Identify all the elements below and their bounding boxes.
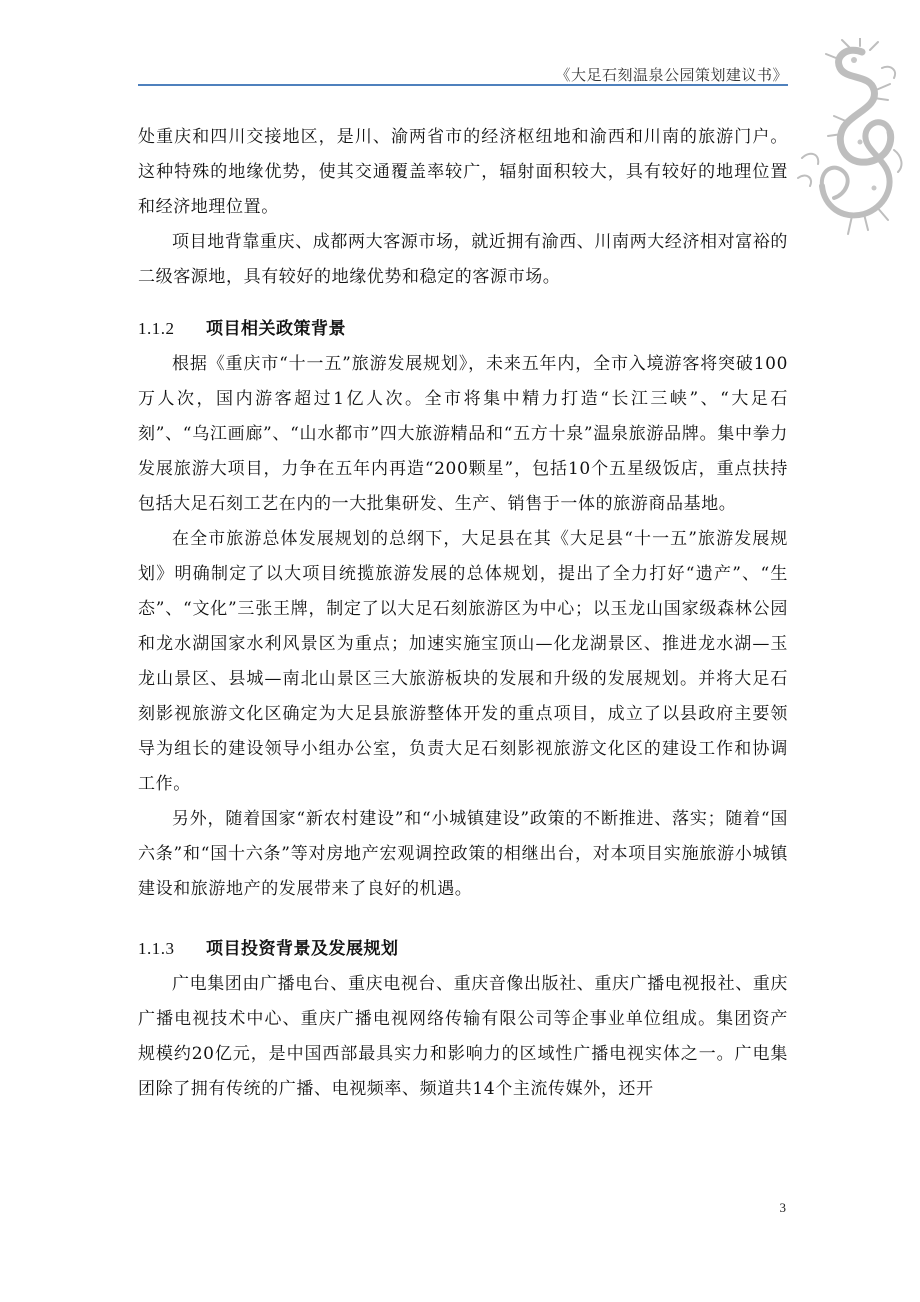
page-number: 3 [779,1200,786,1215]
paragraph-source-market: 项目地背靠重庆、成都两大客源市场，就近拥有渝西、川南两大经济相对富裕的二级客源地，具有较好的地缘优势和稳定的客源市场。 [138,232,788,287]
paragraph-city-plan: 根据《重庆市“十一五”旅游发展规划》，未来五年内，全市入境游客将突破100万人次，国内游客超过1亿人次。全市将集中精力打造“长江三峡”、“大足石刻”、“乌江画廊”、“山水都市”四大旅游精品和“五方十泉”温泉旅游品牌。集中拳力发展旅游大项目，力争在五年内再造“200颗星”，包括10个五星级饭店，重点扶持包括大足石刻工艺在内的一大批集研发、生产、销售于一体的旅游商品基地。 [138,354,788,514]
document-title: 《大足石刻温泉公园策划建议书》 [555,66,788,84]
section-number: 1.1.3 [138,939,175,958]
section-title: 项目相关政策背景 [206,319,346,339]
page-body [138,120,788,1107]
paragraph-media-group: 广电集团由广播电台、重庆电视台、重庆音像出版社、重庆广播电视报社、重庆广播电视技术中心、重庆广播电视网络传输有限公司等企事业单位组成。集团资产规模约20亿元，是中国西部最具实力和影响力的区域性广播电视实体之一。广电集团除了拥有传统的广播、电视频率、频道共14个主流传媒外，还开 [138,974,788,1099]
section-heading-investment [138,931,788,967]
paragraph-county-plan: 在全市旅游总体发展规划的总纲下，大足县在其《大足县“十一五”旅游发展规划》明确制定了以大项目统揽旅游发展的总体规划，提出了全力打好“遗产”、“生态”、“文化”三张王牌，制定了以大足石刻旅游区为中心；以玉龙山国家级森林公园和龙水湖国家水利风景区为重点；加速实施宝顶山—化龙湖景区、推进龙水湖—玉龙山景区、县城—南北山景区三大旅游板块的发展和升级的发展规划。并将大足石刻影视旅游文化区确定为大足县旅游整体开发的重点项目，成立了以县政府主要领导为组长的建设领导小组办公室，负责大足石刻影视旅游文化区的建设工作和协调工作。 [138,529,788,794]
section-number: 1.1.2 [138,319,175,338]
dragon-watermark-icon [790,38,910,248]
section-heading-policy [138,311,788,347]
paragraph-national-policy: 另外，随着国家“新农村建设”和“小城镇建设”政策的不断推进、落实；随着“国六条”和“国十六条”等对房地产宏观调控政策的相继出台，对本项目实施旅游小城镇建设和旅游地产的发展带来了良好的机遇。 [138,809,788,899]
paragraph-location: 处重庆和四川交接地区，是川、渝两省市的经济枢纽地和渝西和川南的旅游门户。这种特殊的地缘优势，使其交通覆盖率较广，辐射面积较大，具有较好的地理位置和经济地理位置。 [138,127,788,217]
page-header [138,60,788,86]
header-divider [138,84,788,86]
section-title: 项目投资背景及发展规划 [206,939,399,959]
